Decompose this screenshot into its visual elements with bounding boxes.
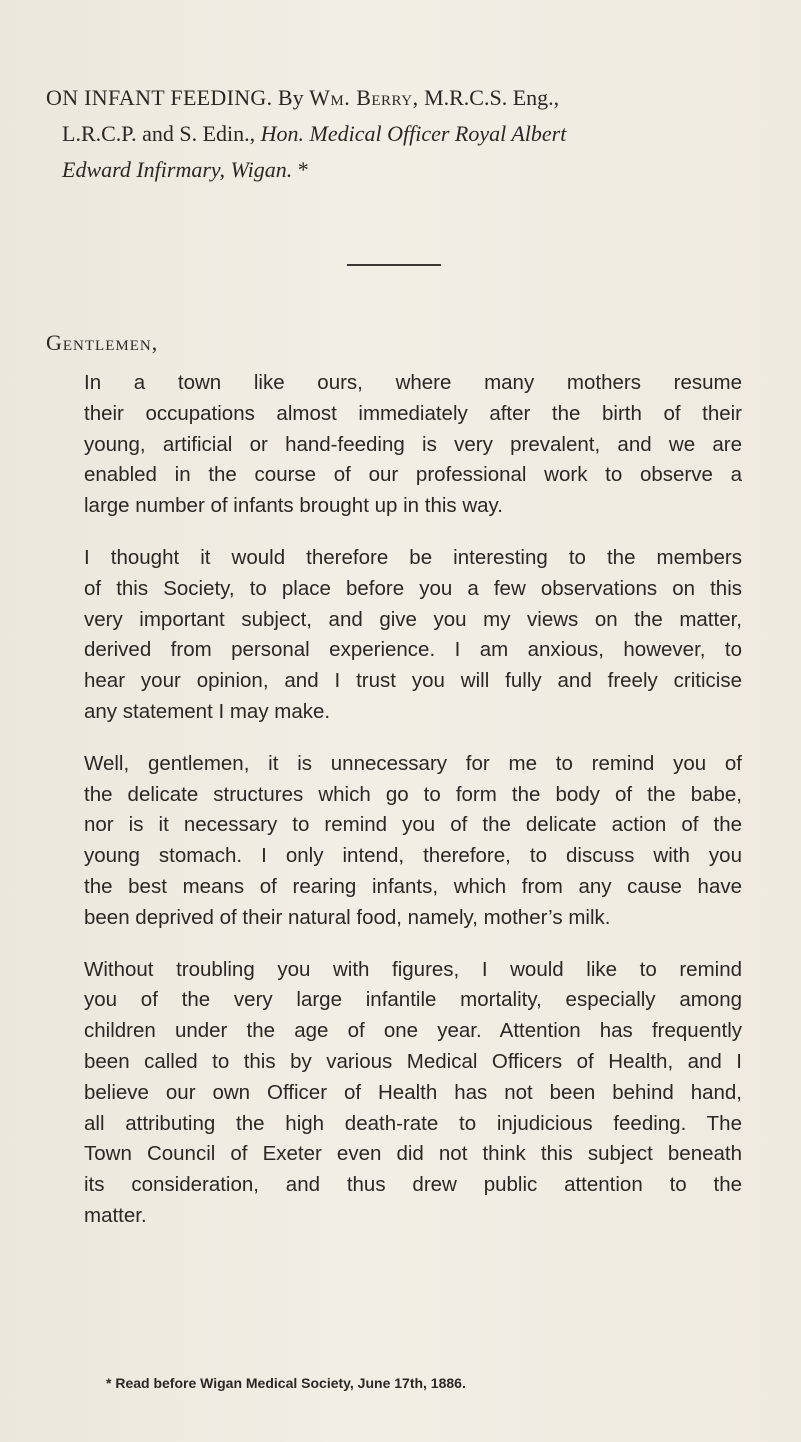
paragraph-line: the best means of rearing infants, which from any cause have [84,874,742,898]
paragraph-line: matter. [84,1203,147,1227]
paragraph-line: any statement I may make. [84,699,331,723]
author-position: Hon. Medical Officer Royal Albert [260,121,567,146]
author-name: Wm. Berry, [309,85,419,110]
paragraph-line: Town Council of Exeter even did not think this subject beneath [84,1142,742,1166]
paragraph-line: young, artificial or hand-feeding is very prevalent, and we are [84,432,742,456]
paragraph-line: all attributing the high death-rate to injudicious feeding. The [84,1111,742,1135]
paragraph-line: been called to this by various Medical Officers of Health, and I [84,1049,742,1073]
footnote: * Read before Wigan Medical Society, June 17th, 1886. [106,1375,466,1391]
paragraph-line: hear your opinion, and I trust you will fully and freely criticise [84,669,742,693]
salutation: Gentlemen, [46,330,159,355]
article-title: ON INFANT FEEDING. [46,85,273,110]
paragraph-line: Well, gentlemen, it is unnecessary for me to remind you of [84,751,742,775]
heading-line-1 [46,80,766,116]
paragraph [46,368,742,522]
paragraph-line: its consideration, and thus drew public attention to the [84,1173,742,1197]
section-divider-rule [347,264,441,266]
paragraph-line: very important subject, and give you my views on the matter, [84,607,742,631]
paragraph [46,543,742,728]
author-degrees-1: M.R.C.S. Eng., [424,85,560,110]
heading-line-3 [46,152,766,188]
paragraph-line: derived from personal experience. I am anxious, however, to [84,638,742,662]
paragraph-line: of this Society, to place before you a few observations on this [84,576,742,600]
heading-line-2 [46,116,766,152]
paragraph-line: believe our own Officer of Health has not been behind hand, [84,1080,742,1104]
author-institution: Edward Infirmary, Wigan. [62,157,293,182]
paragraph-line: I thought it would therefore be interesting to the members [84,545,742,569]
paragraph-line: young stomach. I only intend, therefore, to discuss with you [84,844,742,868]
paragraph-line: nor is it necessary to remind you of the delicate action of the [84,813,742,837]
article-heading [46,80,766,188]
author-degrees-2: L.R.C.P. and S. Edin., [62,121,256,146]
paragraph-line: large number of infants brought up in this way. [84,494,503,518]
paragraph-line: the delicate structures which go to form the body of the babe, [84,782,742,806]
paragraph-line: Without troubling you with figures, I would like to remind [84,957,742,981]
body-text [46,368,742,1253]
footnote-marker: * [297,157,309,182]
paragraph-line: In a town like ours, where many mothers resume [84,371,742,394]
paragraph [46,955,742,1232]
paragraph [46,749,742,934]
paragraph-line: children under the age of one year. Attention has frequently [84,1019,742,1043]
paragraph-line: you of the very large infantile mortality, especially among [84,988,742,1012]
paragraph-line: their occupations almost immediately after the birth of their [84,401,742,425]
paragraph-line: enabled in the course of our professional work to observe a [84,463,742,487]
byline-by: By [277,85,304,110]
paragraph-line: been deprived of their natural food, namely, mother’s milk. [84,905,611,929]
